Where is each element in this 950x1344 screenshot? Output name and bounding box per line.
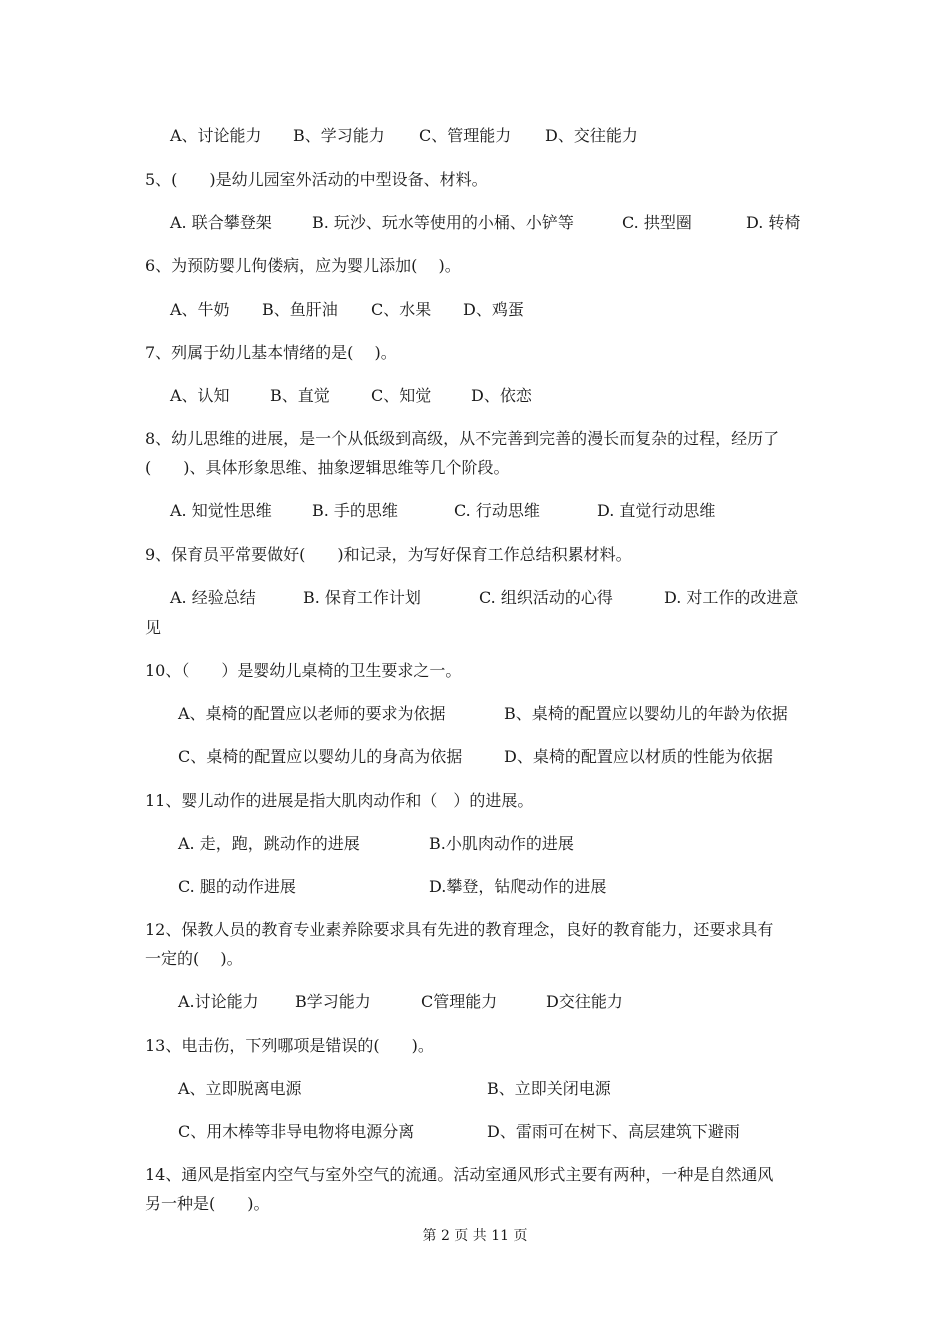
question-text: 14、通风是指室内空气与室外空气的流通。活动室通风形式主要有两种，一种是自然通风 — [145, 1165, 774, 1184]
question-10-options-cd — [0, 745, 950, 769]
question-7-options — [0, 384, 950, 408]
question-4-options — [0, 124, 950, 148]
question-13 — [0, 1034, 950, 1058]
page-footer: 第 2 页 共 11 页 — [422, 1228, 528, 1244]
option-d: D.攀登，钻爬动作的进展 — [429, 877, 607, 896]
option-a: A. 走，跑，跳动作的进展 — [178, 834, 360, 853]
option-b: B、立即关闭电源 — [487, 1079, 611, 1098]
question-9 — [0, 543, 950, 567]
question-text: 5、( )是幼儿园室外活动的中型设备、材料。 — [145, 170, 488, 189]
question-text: 9、保育员平常要做好( )和记录，为写好保育工作总结积累材料。 — [145, 545, 632, 564]
question-6 — [0, 254, 950, 278]
option-d: D、依恋 — [471, 386, 532, 405]
question-8 — [0, 427, 950, 451]
option-a: A、桌椅的配置应以老师的要求为依据 — [178, 704, 446, 723]
option-c: C、桌椅的配置应以婴幼儿的身高为依据 — [178, 747, 463, 766]
question-text: ( )、具体形象思维、抽象逻辑思维等几个阶段。 — [145, 458, 510, 477]
question-12-options — [0, 990, 950, 1014]
question-10-options-ab — [0, 702, 950, 726]
option-c: C管理能力 — [421, 992, 498, 1011]
option-d-continued: 见 — [145, 618, 162, 637]
question-8-continued — [0, 456, 950, 480]
question-13-options-ab — [0, 1077, 950, 1101]
question-14-continued — [0, 1192, 950, 1216]
option-c: C、管理能力 — [419, 126, 512, 145]
option-c: C、知觉 — [371, 386, 432, 405]
question-9-options-continued — [0, 616, 950, 640]
question-11 — [0, 789, 950, 813]
option-d: D. 对工作的改进意 — [664, 588, 799, 607]
option-b: B、学习能力 — [293, 126, 385, 145]
option-c: C. 腿的动作进展 — [178, 877, 296, 896]
question-6-options — [0, 298, 950, 322]
option-d: D. 转椅 — [746, 213, 801, 232]
option-d: D. 直觉行动思维 — [597, 501, 716, 520]
option-b: B. 保育工作计划 — [303, 588, 421, 607]
option-b: B学习能力 — [295, 992, 371, 1011]
question-12 — [0, 918, 950, 942]
question-14 — [0, 1163, 950, 1187]
question-8-options — [0, 499, 950, 523]
option-d: D、雷雨可在树下、高层建筑下避雨 — [487, 1122, 740, 1141]
question-5 — [0, 168, 950, 192]
question-text: 一定的( )。 — [145, 949, 243, 968]
option-d: D、鸡蛋 — [463, 300, 524, 319]
option-a: A、认知 — [170, 386, 230, 405]
question-10 — [0, 659, 950, 683]
question-text: 6、为预防婴儿佝偻病，应为婴儿添加( )。 — [145, 256, 461, 275]
question-text: 13、电击伤，下列哪项是错误的( )。 — [145, 1036, 434, 1055]
option-a: A、牛奶 — [170, 300, 230, 319]
option-a: A. 知觉性思维 — [170, 501, 272, 520]
option-c: C、用木棒等非导电物将电源分离 — [178, 1122, 415, 1141]
option-c: C. 拱型圈 — [622, 213, 692, 232]
option-a: A、立即脱离电源 — [178, 1079, 302, 1098]
option-a: A. 经验总结 — [170, 588, 256, 607]
option-b: B. 手的思维 — [312, 501, 398, 520]
question-text: 12、保教人员的教育专业素养除要求具有先进的教育理念，良好的教育能力，还要求具有 — [145, 920, 774, 939]
option-c: C、水果 — [371, 300, 432, 319]
question-text: 另一种是( )。 — [145, 1194, 270, 1213]
question-text: 7、列属于幼儿基本情绪的是( )。 — [145, 343, 397, 362]
question-text: 11、婴儿动作的进展是指大肌肉动作和（ ）的进展。 — [145, 791, 534, 810]
question-11-options-ab — [0, 832, 950, 856]
option-b: B、桌椅的配置应以婴幼儿的年龄为依据 — [504, 704, 788, 723]
option-c: C. 组织活动的心得 — [479, 588, 613, 607]
option-a: A.讨论能力 — [178, 992, 259, 1011]
question-5-options — [0, 211, 950, 235]
question-11-options-cd — [0, 875, 950, 899]
question-9-options — [0, 586, 950, 610]
option-a: A. 联合攀登架 — [170, 213, 272, 232]
question-12-continued — [0, 947, 950, 971]
option-b: B. 玩沙、玩水等使用的小桶、小铲等 — [312, 213, 574, 232]
option-c: C. 行动思维 — [454, 501, 540, 520]
option-d: D交往能力 — [546, 992, 623, 1011]
option-b: B、直觉 — [270, 386, 330, 405]
option-d: D、交往能力 — [545, 126, 638, 145]
option-b: B、鱼肝油 — [262, 300, 338, 319]
question-text: 8、幼儿思维的进展，是一个从低级到高级，从不完善到完善的漫长而复杂的过程，经历了 — [145, 429, 780, 448]
option-d: D、桌椅的配置应以材质的性能为依据 — [504, 747, 773, 766]
question-7 — [0, 341, 950, 365]
option-a: A、讨论能力 — [170, 126, 262, 145]
question-text: 10、（ ）是婴幼儿桌椅的卫生要求之一。 — [145, 661, 462, 680]
question-13-options-cd — [0, 1120, 950, 1144]
option-b: B.小肌肉动作的进展 — [429, 834, 574, 853]
